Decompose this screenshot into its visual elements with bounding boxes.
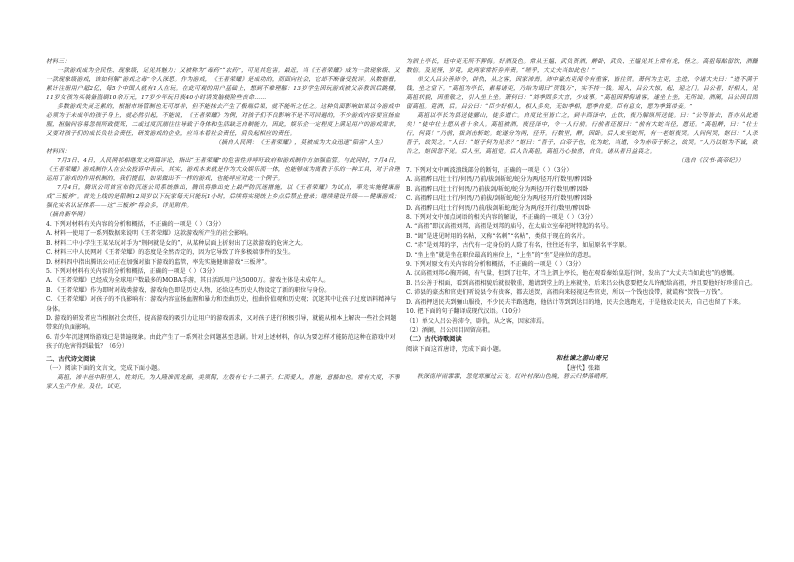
question-4-option-a: A. 材料一使用了一系列数据来说明《王者荣耀》这款游戏所产生的社会影响。 (46, 230, 253, 238)
material-3-title: 材料三： (46, 59, 71, 65)
question-5-option-c: C. 《王者荣耀》对孩子的不良影响有：游戏内容宣扬血腥和暴力和歪曲历史，扭曲价值观和历史观；沉迷其中让孩子过度语料精神与身体。 (46, 296, 397, 313)
question-7-option-c: C. 高祖醉曰/壮士行/何畏/乃前拔/剑斩蛇/蛇分为两/径开/行数里/醉因卧 (406, 195, 593, 203)
material-3-paragraph-1: 一款游戏成为全民性、现象级，足见其魅力；又被称为“毒药”“农药”，可见其危害。最近，当《王者荣耀》成为一款现象级、又一款现象级游戏，该如何解“游戏之毒”令人深思。作为游戏，《王者荣耀》是成功的，而面向社会，它却不断备受批评。从数据看，累计注册用户超2亿，每5个中国人就有1人在玩。在此可观的用户基础上，想到不难理解：13岁学生因玩游戏被父亲教训后跳楼，11岁女孩为买装备盗刷10余万元，17岁少年玩日夜40小时诱发脑梗险些丧命…… (46, 68, 400, 101)
question-5-option-b: B. 《王者荣耀》作为即时对战类游戏，游戏角色即是历史人物，还给这些历史人物设定了新的职位与身份。 (46, 286, 331, 294)
question-4-option-d: D. 材料四中指出腾讯公司正在加强对旗下游戏的监管，率先实施健康游戏“三板斧”。 (46, 258, 271, 266)
poem-line: 秋深南岸雨霏霏，忽觉寒雁过云飞。红叶村深山色晚，碧云归梦落晴辉。 (417, 373, 612, 380)
question-7-option-b: B. 高祖醉曰/壮士行何畏/乃前拔剑/斩蛇/蛇分为两径/开行数里/醉因卧 (406, 185, 589, 193)
question-10-sentence-2: （2）酒阑，吕公因目固留高祖。 (406, 326, 494, 334)
classical-text-source: （选自《汉书·高帝纪》） (677, 158, 744, 164)
classical-text-paragraph-3: 高祖以亭长为县送徒郦山，徒多道亡。自度比至皆亡之，到丰西泽中，止饮，夜乃解纵所送徒。曰：“公等皆去，吾亦从此逝矣！”徒中壮士愿从者十余人。高祖被酒，夜径泽中，令一人行前。行前者还报曰：“前有大蛇当径，愿还。”高祖醉，曰：“壮士行，何畏！”乃前，拔剑击斩蛇。蛇遂分为两，径开。行数里，醉，因卧。后人来至蛇所，有一老妪夜哭。人问何哭，妪曰：“人杀吾子，故哭之。”人曰：“妪子何为见杀？”妪曰：“吾子，白帝子也，化为蛇，当道，今为赤帝子斩之，故哭。”人乃以妪为不诚，欲告之，妪因忽不见。后人至，高祖觉。后人告高祖，高祖乃心独喜，自负。诸从者日益畏之。 (406, 113, 758, 155)
right-column (406, 58, 758, 556)
poem-title: 和杜谏之游山寄兄 (556, 355, 608, 363)
material-4-paragraph-1: 7月3日、4日，人民网祁相继发文两篇评论，指出“王者荣耀”的危害性并呼吁政府和游戏制作方加强监管。与此同时，7月4日，《王者荣耀》游戏制作人在公众投诉中表示，其实，游戏本来就是作为大众娱乐而一体，也能够成为寓教于乐的一种工具，对于合理运用了游戏的作用机制的，我们提倡，如果做出不一样的游戏，也能呼应对此一个例子。 (46, 158, 400, 182)
question-9: 9. 下列对原文有关内容的分析和概括，不正确的一项是（ ）（3分） (406, 261, 585, 269)
classical-text-continued: 为泗上亭长，廷中吏无所不狎侮。好酒及色。常从王媪、武负贳酒，醉卧，武负、王媪见其上常有龙，怪之。高祖每酤留饮，酒雠数倍。及见怪，岁竟，此两家常折券弃责。“嗟乎，大丈夫当如此也！” (406, 59, 758, 74)
section-2-2-heading: （二）古代诗歌阅读 (406, 336, 462, 344)
question-4: 4. 下列对材料有关内容的分析和概括，不正确的一项是（ ）（3分） (46, 221, 225, 228)
material-3-source: （摘自人民网：《王者荣耀》，莫被成为大众迅速“陷害”人生） (215, 140, 386, 146)
question-6: 6. 青少年沉迷网络游戏已是普遍现象。由此产生了一系列社会问题甚至悲剧。针对上述材料，你认为要怎样才能防范这种在游戏中对孩子的危害得到最低？（6分） (46, 333, 396, 351)
question-7-option-a: A. 高祖醉曰/壮士行/何畏/乃前/拔剑斩蛇/蛇分为两/径开/行数里/醉因卧 (406, 176, 593, 184)
material-4-title: 材料四： (46, 149, 71, 155)
material-4-paragraph-2: 7月4日，腾讯公司首宣布防沉迷公司系统推出，腾讯将推出史上最严防沉迷措施，以《王者荣耀》为试点，率先实施健康游戏“三板斧”。首先上线的是限制12周岁以下玩家每天只能玩1小时，后续将实现统上乡点后禁止登录；继续建设升级——健康游戏；强化实名认证体系——这“三板斧”将会多，详见附件。 (46, 185, 400, 209)
classical-text-paragraph-1: 高祖，沛丰邑中阳里人，姓刘氏。为人隆准而龙颜，美须髯，左股有七十二黑子。仁而爱人，喜施，意豁如也。常有大度，不事家人生产作业。及壮，试吏， (46, 374, 400, 390)
question-5: 5. 下列对材料有关内容的分析和概括，正确的一项是（ ）（3分） (46, 268, 219, 276)
poem-author: 【唐代】张籍 (563, 364, 600, 372)
question-5-option-a: A. 《王者荣耀》已经成为全球用户数最多的MOBA手游，其日活跃用户达5000万。游戏主体是未成年人。 (46, 277, 330, 285)
question-4-option-c: C. 材料三中人民网对《王者荣耀》的态度是全然否定的，因为它导致了许多极端事件的发生。 (46, 249, 295, 257)
section-2-2-instruction: 阅读下面这首唐诗，完成下面小题。 (406, 345, 505, 353)
question-8-option-d: D. “坐上坐”就是坐在职位最高的座位上，“上坐”的“坐”是座位的意思。 (406, 251, 595, 259)
classical-text-paragraph-2: 单父人吕公善沛令，辟仇，从之客，因家沛焉。沛中豪杰吏闻令有重客，皆往贺。萧何为主吏，主进，令诸大夫曰：“进不满千钱，坐之堂下。”高祖为亭长，素易诸吏，乃绐为谒曰“贺钱万”，实不持一钱。谒入，吕公大惊，起，迎之门。吕公者，好相人，见高祖状貌，因重敬之，引入坐上坐。萧何曰：“刘季固多大言，少成事。”高祖因狎侮诸客，遂坐上坐，无所诎。酒阑，吕公因目固留高祖。竟酒，后。吕公曰：“臣少好相人，相人多矣，无如季相，愿季自爱。臣有息女，愿为季箕帚妾。” (406, 77, 758, 110)
question-9-option-b: B. 吕公善于相面，看到高祖相貌后就很敬重，邀请到堂上的上座就坐，后来吕公执意要把女儿许配给高祖，并且要他好好珍重自己。 (406, 279, 757, 287)
question-9-option-c: C. 沛县的豪杰和官吏们听说县令有贵客，都去送贺，高祖向来轻视这些官吏，所以一个钱也没带，就谎称“贺钱一万钱”。 (406, 289, 727, 297)
question-7-option-d: D. 高祖醉曰/壮士行何畏/乃前/拔剑斩蛇/蛇分为两/径开行/数里/醉因卧 (406, 204, 591, 212)
question-9-option-d: D. 高祖押送民夫到骊山服役，不少民夫半路逃跑，他估计等到到达目的地，民夫会逃跑光，于是他放走民夫，自己也留了下来。 (406, 298, 745, 306)
question-10: 10. 把下面的句子翻译成现代汉语。（10分） (406, 308, 525, 316)
question-10-sentence-1: （1）单父人吕公善沛令，辟仇，从之客，因家沛焉。 (406, 317, 548, 325)
question-8-option-c: C. “赤”是刘邦的字，古代有一定身份的人除了有名，往往还有字，如屈原名平字原。 (406, 242, 631, 250)
material-3-paragraph-2: 多数游戏失灵乏累的，根据市场管制也无可厚非，但不能抹去产生了极端后果，就不能听之任之。这种负面影响如果以今游戏中必须为于未成年的孩子身上，就必然引起，不能说，《王者荣耀》为例，对孩子们不良影响不是不可回避的，不少游戏内容要宣扬血腥，担脑问容易忽视所致使死，二或过度沉溺往往导致于身体和生活缺乏自制能力，因此，娱乐企一定程度上满足用户的游戏需求，又要对孩子们的成长负社会责任，研发游戏的企业，应当本着社会责任，肩负起相应的责任。 (46, 104, 400, 137)
question-4-option-b: B. 材料二中小学生王某呆玩对手为“荆轲就是女的”，从某种层面上折射出了这款游戏的危害之大。 (46, 239, 307, 247)
question-5-option-d: D. 游戏的研发者应当根据社会责任，提高游戏的吸引力让用户的游戏需求，又对孩子进行积极引导，就能从根本上解决一些社会问题带来的负面影响。 (46, 315, 397, 332)
question-8: 8. 下列对文中加点词语的相关内容的解说，不正确的一项是（ ）（3分） (406, 214, 597, 222)
section-2-heading: 二、古代诗文阅读 (46, 355, 96, 363)
left-column (46, 58, 400, 556)
section-2-1-heading: （一）阅读下面的文言文，完成下面小题。 (46, 365, 164, 373)
material-4-source: （摘自新华网） (46, 212, 89, 218)
question-8-option-b: B. “谒”是进见时用的名帖，又称“名刺”“名帖”，类似于现在的名片。 (406, 232, 589, 240)
question-9-option-a: A. 汉高祖刘邦心胸开阔，有气量，但到了壮年，才当上泗上亭长，他在观看秦始皇巡行时，发出了“大丈夫当如此也”的感慨。 (406, 270, 739, 278)
question-7: 7. 下列对文中画波浪线部分的断句，正确的一项是（ ）（3分） (406, 167, 573, 174)
question-8-option-a: A. “高祖”即汉高祖刘邦，高祖是刘邦的庙号，在太庙立室奉祀时特起的名号。 (406, 223, 613, 231)
